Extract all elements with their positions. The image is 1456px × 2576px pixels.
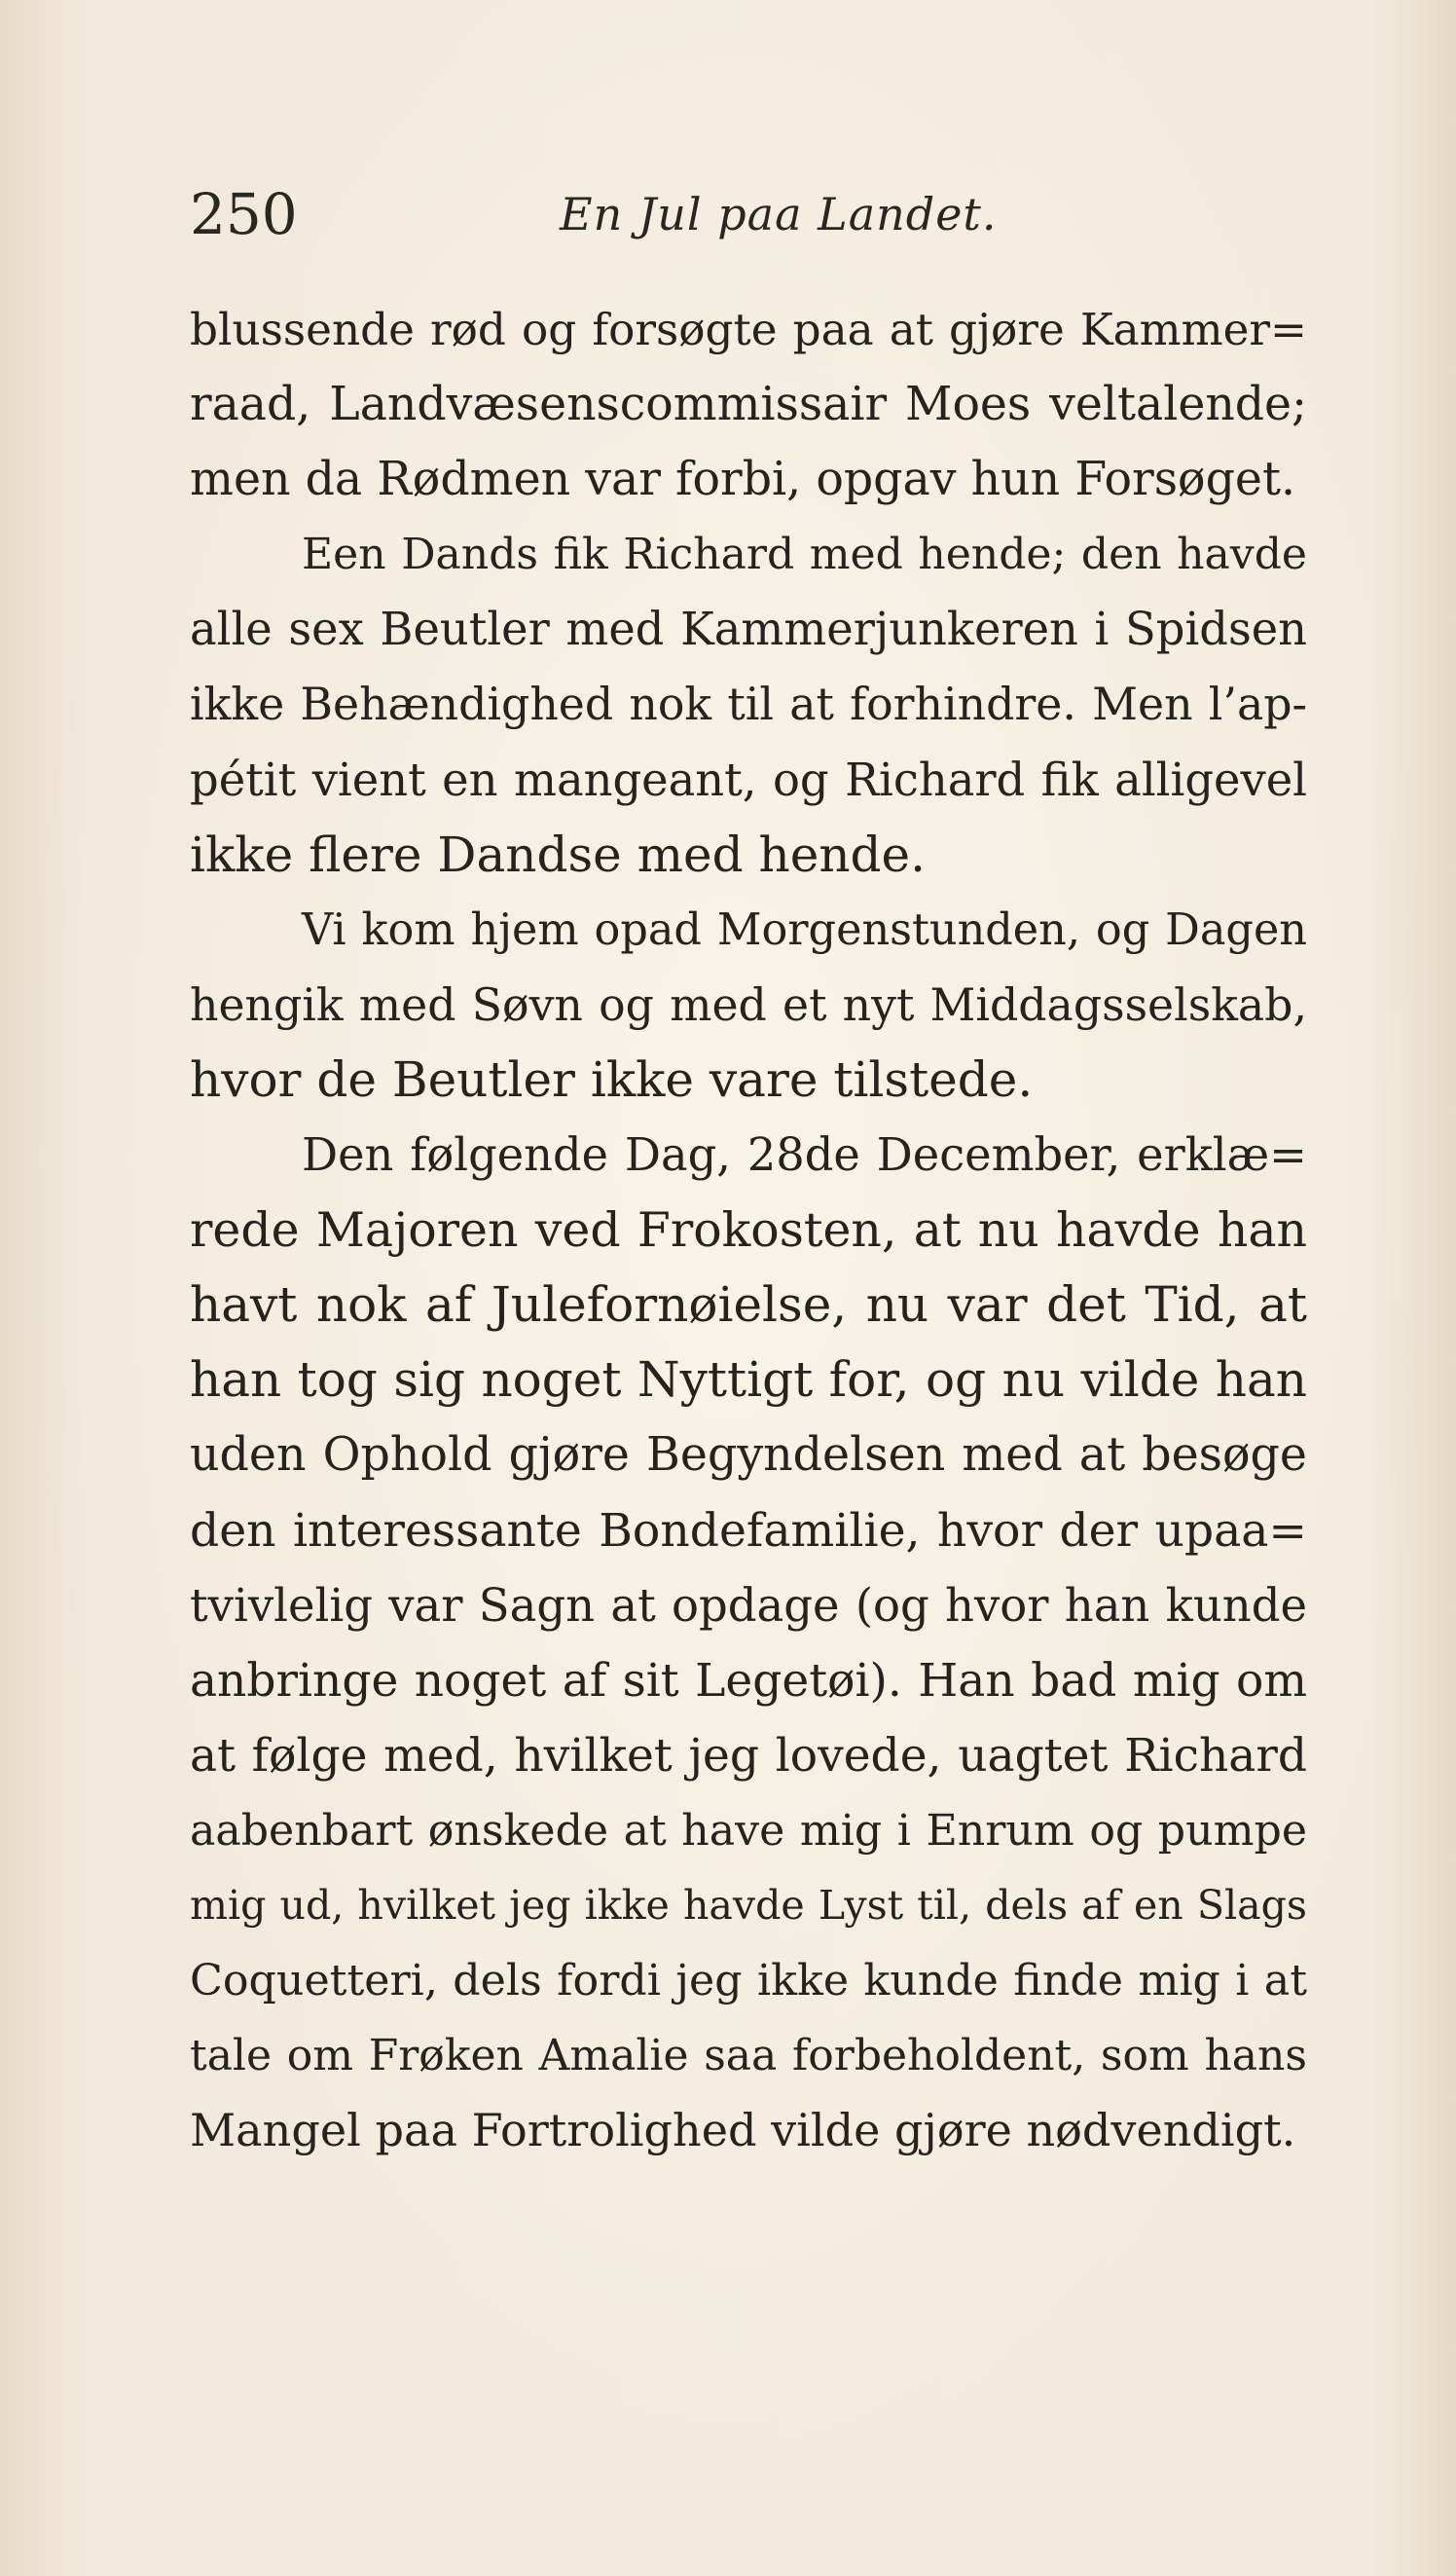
text-line: Den følgende Dag, 28de December, erklæ=	[302, 1128, 1307, 1182]
running-title: En Jul paa Landet.	[560, 188, 998, 240]
text-line: Mangel paa Fortrolighed vilde gjøre nødvendigt.	[190, 2104, 1296, 2157]
text-line: at følge med, hvilket jeg lovede, uagtet Richard	[190, 1728, 1307, 1783]
text-line: tvivlelig var Sagn at opdage (og hvor han kunde	[190, 1578, 1307, 1632]
text-line: hengik med Søvn og med et nyt Middagsselskab,	[190, 978, 1307, 1031]
text-line: rede Majoren ved Frokosten, at nu havde han	[190, 1202, 1307, 1259]
body-text	[190, 292, 1307, 2168]
text-line: mig ud, hvilket jeg ikke havde Lyst til, dels af en Slags	[190, 1881, 1307, 1929]
running-head	[190, 175, 1299, 253]
text-line: alle sex Beutler med Kammerjunkeren i Spidsen	[190, 603, 1307, 656]
text-line: havt nok af Julefornøielse, nu var det Tid, at	[190, 1276, 1307, 1334]
text-line: ikke flere Dandse med hende.	[190, 826, 927, 883]
text-line: raad, Landvæsenscommissair Moes veltalende;	[190, 378, 1307, 432]
text-line: men da Rødmen var forbi, opgav hun Forsøget.	[190, 453, 1296, 507]
text-line: Coquetteri, dels fordi jeg ikke kunde finde mig i at	[190, 1956, 1307, 2006]
text-line: den interessante Bondefamilie, hvor der upaa=	[190, 1503, 1307, 1558]
text-line: Een Dands fik Richard med hende; den havde	[302, 530, 1307, 580]
text-line: aabenbart ønskede at have mig i Enrum og pumpe	[190, 1805, 1307, 1856]
text-line: tale om Frøken Amalie saa forbeholdent, som hans	[190, 2031, 1307, 2081]
text-line: han tog sig noget Nyttigt for, og nu vilde han	[190, 1351, 1307, 1409]
text-line: ikke Behændighed nok til at forhindre. Men l’ap-	[190, 679, 1307, 731]
text-line: blussende rød og forsøgte paa at gjøre Kammer=	[190, 304, 1307, 355]
text-line: Vi kom hjem opad Morgenstunden, og Dagen	[302, 903, 1307, 955]
text-line: anbringe noget af sit Legetøi). Han bad mig om	[190, 1653, 1307, 1708]
page-number: 250	[190, 181, 298, 247]
text-line: uden Ophold gjøre Begyndelsen med at besøge	[190, 1428, 1307, 1483]
text-line: pétit vient en mangeant, og Richard fik alligevel	[190, 753, 1307, 806]
text-line: hvor de Beutler ikke vare tilstede.	[190, 1050, 1034, 1108]
